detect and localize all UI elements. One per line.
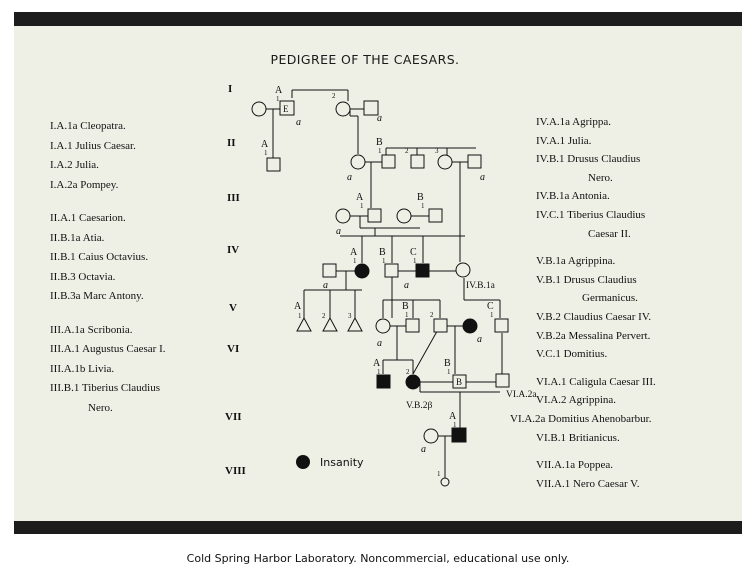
branch-letter: B	[444, 358, 451, 369]
footer-credit: Cold Spring Harbor Laboratory. Noncommercial, educational use only.	[186, 552, 570, 565]
female-symbol	[424, 429, 438, 443]
branch-number: 2	[406, 368, 410, 376]
branch-number: 1	[437, 470, 441, 478]
branch-number: 1	[360, 202, 364, 210]
male-symbol	[406, 319, 419, 332]
person-code: V.B.2β	[406, 401, 433, 411]
male-symbol	[434, 319, 447, 332]
spouse-letter: a	[323, 280, 328, 291]
branch-number: 1	[405, 311, 409, 319]
male-symbol	[267, 158, 280, 171]
person-code: IV.B.1a	[466, 281, 495, 291]
female-symbol	[336, 209, 350, 223]
branch-letter: A	[261, 139, 269, 150]
generation-label: III	[227, 192, 240, 204]
insane-female-symbol	[463, 319, 477, 333]
branch-number: 2	[322, 312, 326, 320]
branch-number: 1	[447, 368, 451, 376]
symbol-letter: B	[456, 377, 463, 387]
legend-entry: VI.A.2 Agrippina.	[536, 394, 617, 407]
legend-entry: II.B.1a Atia.	[50, 231, 105, 244]
legend-entry: IV.B.1 Drusus Claudius	[536, 153, 641, 166]
male-symbol	[411, 155, 424, 168]
legend-entry: Caesar II.	[588, 227, 631, 240]
legend-entry: VII.A.1a Poppea.	[536, 459, 613, 472]
male-symbol	[468, 155, 481, 168]
male-symbol	[495, 319, 508, 332]
male-symbol	[496, 374, 509, 387]
branch-number: 2	[332, 92, 336, 100]
insanity-legend-label: Insanity	[320, 456, 364, 469]
branch-letter: B	[402, 301, 409, 312]
male-symbol	[323, 264, 336, 277]
legend-entry: I.A.2a Pompey.	[50, 178, 119, 191]
insane-male-symbol	[452, 428, 466, 442]
legend-entry: III.A.1 Augustus Caesar I.	[50, 343, 166, 355]
branch-letter: A	[449, 411, 457, 422]
branch-letter: A	[350, 247, 358, 258]
branch-number: 1	[298, 312, 302, 320]
branch-number: 1	[382, 257, 386, 265]
person-code: VI.A.2a	[506, 390, 537, 400]
insane-female-symbol	[406, 375, 420, 389]
branch-number: 1	[264, 149, 268, 157]
legend-entry: III.B.1 Tiberius Claudius	[50, 382, 161, 394]
insanity-legend-marker	[296, 455, 310, 469]
chart-title: PEDIGREE OF THE CAESARS.	[270, 52, 460, 67]
branch-letter: C	[410, 247, 417, 258]
legend-entry: II.B.1 Caius Octavius.	[50, 251, 149, 263]
male-symbol	[385, 264, 398, 277]
branch-number: 1	[378, 147, 382, 155]
female-symbol	[376, 319, 390, 333]
legend-entry: V.B.2 Claudius Caesar IV.	[536, 310, 652, 323]
legend-entry: III.A.1b Livia.	[50, 362, 115, 375]
branch-number: 1	[353, 257, 357, 265]
female-symbol	[456, 263, 470, 277]
branch-number: 1	[377, 368, 381, 376]
legend-entry: V.C.1 Domitius.	[536, 348, 608, 361]
spouse-letter: a	[404, 280, 409, 291]
legend-entry: Nero.	[88, 401, 113, 414]
spouse-letter: a	[347, 172, 352, 183]
generation-label: I	[228, 83, 233, 95]
branch-number: 2	[430, 311, 434, 319]
legend-entry: I.A.1a Cleopatra.	[50, 120, 126, 132]
male-symbol	[364, 101, 378, 115]
branch-number: 3	[435, 147, 439, 155]
legend-entry: IV.A.1 Julia.	[536, 134, 592, 147]
branch-number: 1	[490, 311, 494, 319]
branch-letter: C	[487, 301, 494, 312]
insane-female-symbol	[355, 264, 369, 278]
branch-number: 1	[413, 257, 417, 265]
insane-male-symbol	[377, 375, 390, 388]
spouse-letter: a	[377, 338, 382, 349]
legend-entry: VI.A.2a Domitius Ahenobarbur.	[510, 412, 652, 425]
spouse-letter: a	[336, 226, 341, 237]
spouse-letter: a	[377, 113, 382, 124]
legend-entry: IV.A.1a Agrippa.	[536, 116, 611, 128]
female-symbol	[336, 102, 350, 116]
spouse-letter: a	[421, 444, 426, 455]
branch-letter: B	[417, 192, 424, 203]
legend-entry: IV.B.1a Antonia.	[536, 190, 610, 203]
pedigree-labels	[261, 85, 537, 478]
generation-label: V	[229, 302, 237, 314]
female-symbol	[397, 209, 411, 223]
branch-letter: B	[379, 247, 386, 258]
legend-entry: I.A.1 Julius Caesar.	[50, 139, 136, 152]
legend-entry: I.A.2 Julia.	[50, 159, 99, 171]
branch-letter: B	[376, 137, 383, 148]
legend-entry: II.B.3a Marc Antony.	[50, 290, 144, 302]
branch-number: 2	[405, 147, 409, 155]
legend-entry: V.B.1 Drusus Claudius	[536, 273, 637, 286]
female-symbol	[252, 102, 266, 116]
pedigree-symbols	[252, 101, 509, 486]
spouse-letter: a	[296, 117, 301, 128]
legend-entry: II.A.1 Caesarion.	[50, 212, 126, 224]
generation-label: VII	[225, 411, 242, 423]
spouse-letter: a	[477, 334, 482, 345]
legend-entry: IV.C.1 Tiberius Claudius	[536, 208, 646, 221]
male-symbol	[368, 209, 381, 222]
spouse-letter: a	[480, 172, 485, 183]
legend-entry: Germanicus.	[582, 292, 638, 305]
female-symbol	[438, 155, 452, 169]
legend-entry: VI.B.1 Britianicus.	[536, 431, 620, 444]
branch-letter: A	[373, 358, 381, 369]
generation-label: II	[227, 137, 236, 149]
branch-letter: A	[275, 85, 283, 96]
generation-label: VI	[227, 343, 240, 355]
legend-entry: III.A.1a Scribonia.	[50, 323, 133, 336]
insane-male-symbol	[416, 264, 429, 277]
branch-letter: A	[294, 301, 302, 312]
branch-number: 1	[453, 421, 457, 429]
branch-number: 1	[276, 95, 280, 103]
symbol-letter: E	[283, 104, 289, 114]
legend-entry: V.B.1a Agrippina.	[536, 255, 616, 268]
branch-number: 3	[348, 312, 352, 320]
branch-number: 1	[421, 202, 425, 210]
branch-letter: A	[356, 192, 364, 203]
generation-label: VIII	[225, 465, 246, 477]
legend-entry: VI.A.1 Caligula Caesar III.	[536, 375, 656, 388]
male-symbol	[429, 209, 442, 222]
child-symbol	[441, 478, 449, 486]
female-symbol	[351, 155, 365, 169]
male-symbol	[382, 155, 395, 168]
legend-entry: II.B.3 Octavia.	[50, 270, 116, 283]
legend-entry: V.B.2a Messalina Pervert.	[536, 329, 651, 342]
generation-label: IV	[227, 244, 240, 256]
legend-entry: Nero.	[588, 171, 613, 184]
legend-entry: VII.A.1 Nero Caesar V.	[536, 477, 640, 490]
